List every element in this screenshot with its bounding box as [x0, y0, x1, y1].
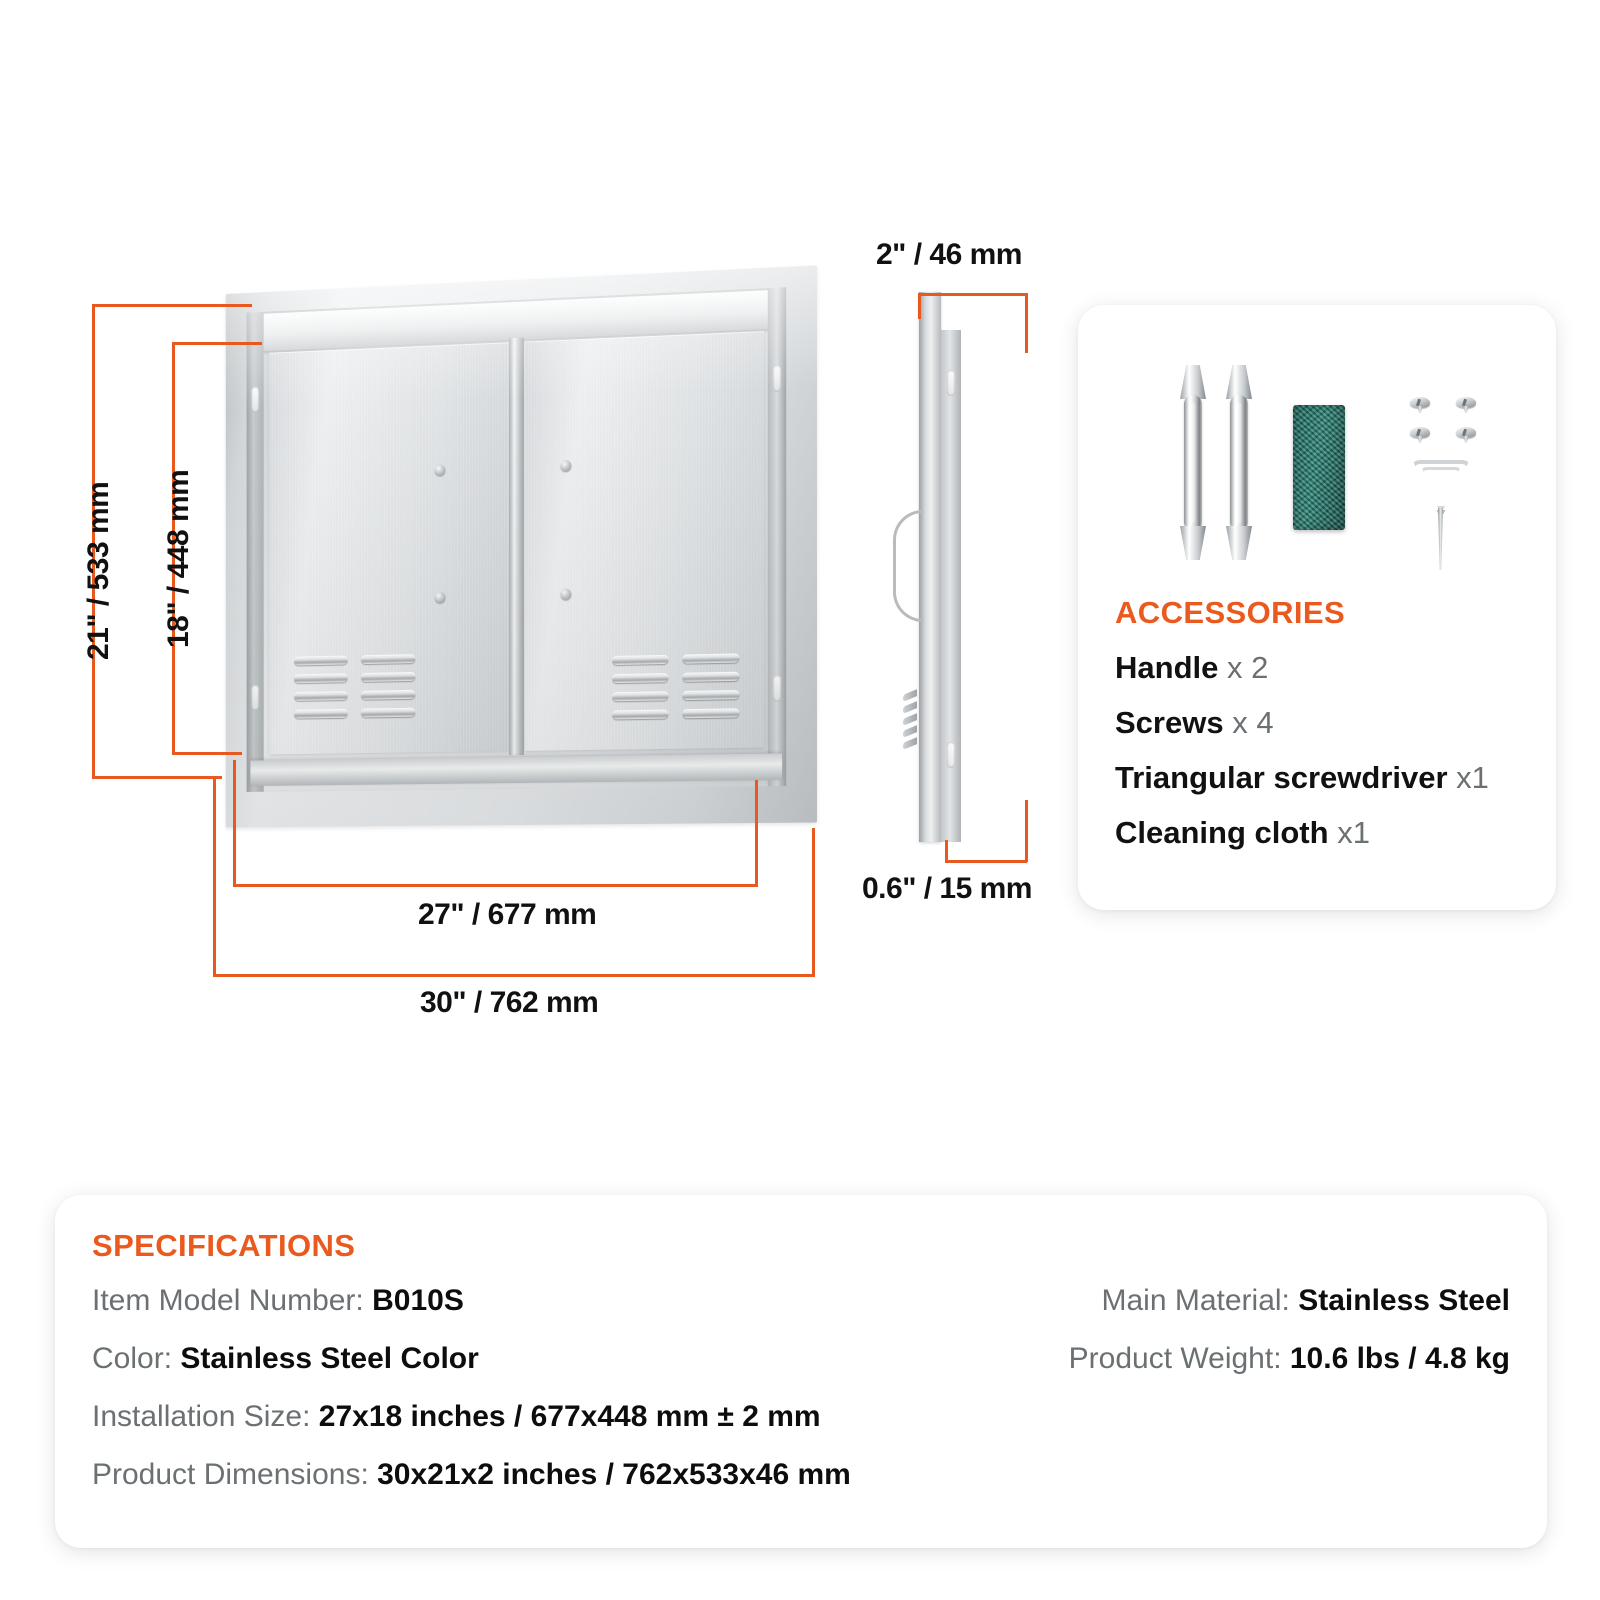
- specifications-title: SPECIFICATIONS: [92, 1228, 356, 1263]
- door-inner-recess: [247, 287, 787, 792]
- dim-extension-width-inner-right: [755, 780, 758, 885]
- spec-label: Product Dimensions:: [92, 1458, 378, 1491]
- dim-extension-width-outer-right: [812, 828, 815, 976]
- louver: [361, 654, 415, 664]
- louver: [294, 673, 348, 683]
- side-louver: [903, 701, 917, 714]
- screw-icon: [1410, 427, 1430, 443]
- rivet: [560, 460, 571, 471]
- side-louver: [903, 737, 917, 750]
- side-louver: [903, 689, 917, 702]
- louver: [361, 708, 415, 718]
- dim-label-height-inner: 18" / 448 mm: [162, 469, 195, 648]
- screw-shank: [1417, 436, 1423, 443]
- accessory-item: [1115, 760, 1489, 796]
- louver: [294, 656, 348, 666]
- vent-group-left: [294, 654, 415, 719]
- accessory-name: Cleaning cloth: [1115, 815, 1329, 850]
- spec-value: B010S: [372, 1284, 464, 1317]
- side-louver: [903, 725, 917, 738]
- accessories-card: [1078, 305, 1556, 910]
- side-vent-profile: [903, 692, 917, 752]
- spec-row: [92, 1286, 851, 1316]
- spec-value: 30x21x2 inches / 762x533x46 mm: [377, 1458, 851, 1491]
- spec-row: [1069, 1344, 1510, 1374]
- accessories-title: ACCESSORIES: [1115, 595, 1346, 630]
- dim-line-depth-flange: [945, 860, 1027, 863]
- spec-row: [1069, 1286, 1510, 1316]
- handle-end-cap: [1180, 526, 1206, 560]
- product-side-view: [905, 292, 985, 862]
- louver: [682, 690, 739, 700]
- rivet: [435, 464, 446, 475]
- spec-label: Installation Size:: [92, 1400, 319, 1433]
- louver: [612, 691, 668, 701]
- louver: [682, 708, 739, 718]
- spec-value: 10.6 lbs / 4.8 kg: [1289, 1342, 1510, 1375]
- screwdriver-shaft: [1438, 508, 1443, 570]
- accessory-item: [1115, 650, 1489, 686]
- specifications-card: [55, 1195, 1547, 1548]
- handle-bar: [1184, 395, 1202, 531]
- product-front-view: [215, 280, 835, 860]
- spec-row: [92, 1460, 851, 1490]
- dim-extension-depth-total-left: [918, 293, 921, 319]
- dim-label-width-outer: 30" / 762 mm: [420, 986, 599, 1019]
- cleaning-cloth-icon: [1293, 405, 1345, 530]
- door-outer-frame: [226, 265, 817, 827]
- door-left-jamb: [247, 312, 264, 792]
- door-right-jamb: [768, 287, 786, 786]
- specifications-right-column: [1069, 1286, 1510, 1374]
- rivet: [435, 592, 446, 603]
- accessory-qty: x 4: [1232, 705, 1274, 740]
- vent-column: [361, 654, 415, 717]
- accessory-name: Handle: [1115, 650, 1219, 685]
- louver: [682, 672, 739, 682]
- louver: [361, 672, 415, 682]
- louver: [612, 673, 668, 683]
- door-top-rail: [250, 290, 782, 352]
- dim-line-width-outer: [213, 974, 815, 977]
- spec-label: Main Material:: [1101, 1284, 1299, 1317]
- door-bottom-rail: [250, 753, 782, 786]
- screw-shank: [1417, 406, 1423, 413]
- center-stile: [509, 338, 524, 755]
- handle-bar: [1230, 395, 1248, 531]
- accessories-list: [1115, 650, 1489, 870]
- dim-extension-depth-flange-right: [1025, 800, 1028, 862]
- spec-label: Product Weight:: [1068, 1342, 1290, 1375]
- dim-extension-outer-bottom: [92, 776, 222, 779]
- screw-shank: [1463, 406, 1469, 413]
- mounting-slot: [773, 365, 781, 392]
- screw-icon: [1410, 397, 1430, 413]
- vent-column: [612, 655, 668, 720]
- accessory-qty: x1: [1456, 760, 1489, 795]
- accessories-artwork: [1078, 347, 1556, 582]
- spec-value: Stainless Steel: [1298, 1284, 1510, 1317]
- hinge-pin: [286, 360, 291, 394]
- screw-icon: [1456, 397, 1476, 413]
- louver: [612, 655, 668, 665]
- louver: [294, 709, 348, 719]
- dim-line-width-inner: [233, 884, 758, 887]
- door-panel-left: [269, 342, 511, 754]
- louver: [612, 709, 668, 719]
- dim-label-height-outer: 21" / 533 mm: [82, 481, 115, 660]
- accessory-item: [1115, 705, 1489, 741]
- dim-extension-inner-bottom: [172, 752, 242, 755]
- spec-label: Item Model Number:: [92, 1284, 373, 1317]
- side-handle-profile: [893, 510, 923, 622]
- spec-value: 27x18 inches / 677x448 mm ± 2 mm: [318, 1400, 821, 1433]
- triangular-screwdriver-icon: [1410, 460, 1472, 570]
- mounting-slot: [773, 675, 781, 702]
- door-panel-right: [525, 331, 764, 751]
- rivet: [560, 589, 571, 600]
- side-mounting-slot: [947, 742, 955, 768]
- accessory-name: Screws: [1115, 705, 1224, 740]
- accessory-item: [1115, 815, 1489, 851]
- dim-label-width-inner: 27" / 677 mm: [418, 898, 597, 931]
- dim-label-depth-total: 2" / 46 mm: [876, 238, 1022, 271]
- dim-label-depth-flange: 0.6" / 15 mm: [862, 872, 1032, 905]
- dim-extension-width-outer-left: [213, 776, 216, 976]
- dim-extension-width-inner-left: [233, 760, 236, 885]
- specifications-left-column: [92, 1286, 851, 1490]
- mounting-slot: [251, 685, 259, 711]
- spec-row: [92, 1402, 851, 1432]
- side-mounting-slot: [947, 370, 955, 396]
- vent-column: [682, 653, 739, 718]
- spec-label: Color:: [92, 1342, 181, 1375]
- accessory-qty: x 2: [1226, 650, 1269, 685]
- dim-extension-outer-top: [92, 304, 252, 307]
- louver: [361, 690, 415, 700]
- accessory-name: Triangular screwdriver: [1115, 760, 1448, 795]
- vent-group-right: [612, 653, 739, 719]
- handle-end-cap: [1180, 365, 1206, 399]
- side-louver: [903, 713, 917, 726]
- handle-icon: [1178, 365, 1208, 560]
- accessory-qty: x1: [1337, 815, 1370, 850]
- spec-row: [92, 1344, 851, 1374]
- hinge-arm: [284, 386, 305, 398]
- dim-extension-depth-total-right: [1025, 293, 1028, 353]
- dim-extension-inner-top: [172, 342, 262, 345]
- screw-icon: [1456, 427, 1476, 443]
- mounting-slot: [251, 387, 259, 413]
- dim-line-depth-total: [918, 293, 1028, 296]
- louver: [294, 691, 348, 701]
- screwdriver-loop-inner: [1419, 467, 1463, 509]
- vent-column: [294, 656, 348, 719]
- dim-extension-depth-flange-left: [945, 840, 948, 862]
- handle-end-cap: [1226, 526, 1252, 560]
- handle-icon: [1224, 365, 1254, 560]
- spec-value: Stainless Steel Color: [180, 1342, 479, 1375]
- handle-end-cap: [1226, 365, 1252, 399]
- louver: [682, 653, 739, 663]
- screw-shank: [1463, 436, 1469, 443]
